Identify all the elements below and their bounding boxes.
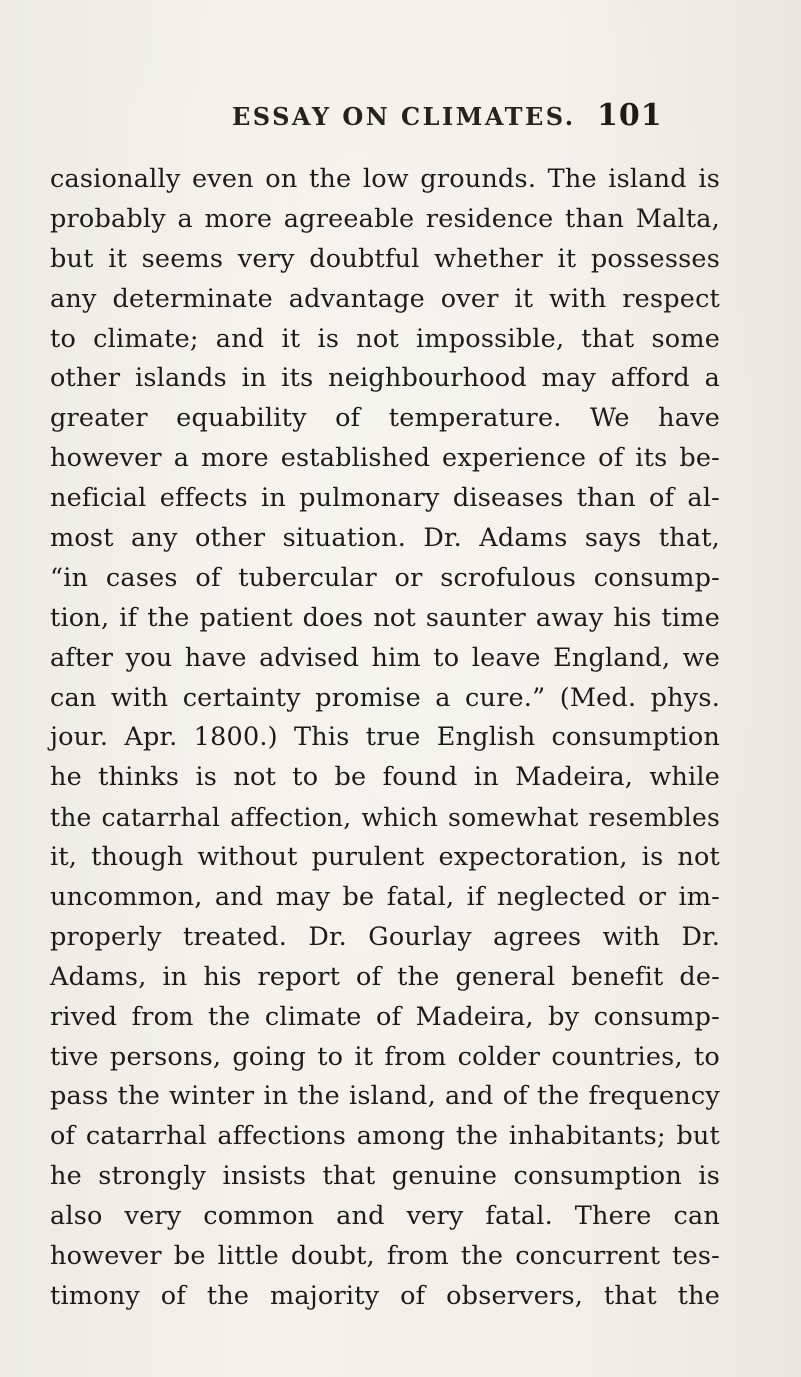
text-line: can with certainty promise a cure.” (Med. phys. — [50, 682, 720, 713]
text-line: of catarrhal affections among the inhabitants; but — [50, 1121, 720, 1152]
text-line: but it seems very doubtful whether it possesses — [50, 243, 720, 274]
text-line: “in cases of tubercular or scrofulous consump- — [50, 562, 720, 593]
body-text — [50, 160, 720, 1317]
text-line: most any other situation. Dr. Adams says that, — [50, 523, 720, 554]
text-line: however a more established experience of its be- — [50, 443, 720, 474]
text-line: uncommon, and may be fatal, if neglected or im- — [50, 882, 720, 913]
text-line: casionally even on the low grounds. The island is — [50, 164, 720, 194]
text-line: jour. Apr. 1800.) This true English consumption — [50, 722, 720, 753]
text-line: pass the winter in the island, and of the frequency — [50, 1081, 720, 1112]
running-title: ESSAY ON CLIMATES. — [232, 102, 576, 131]
text-line: properly treated. Dr. Gourlay agrees with Dr. — [50, 921, 720, 952]
text-line: tive persons, going to it from colder countries, to — [50, 1041, 720, 1072]
text-line-last: timony of the majority of observers, that the — [50, 1280, 720, 1311]
text-line: however be little doubt, from the concurrent tes- — [50, 1241, 720, 1272]
text-line: it, though without purulent expectoration, is not — [50, 842, 720, 873]
running-head — [0, 98, 801, 142]
text-line: greater equability of temperature. We have — [50, 403, 720, 434]
text-line: other islands in its neighbourhood may afford a — [50, 363, 720, 394]
page-number: 101 — [597, 98, 663, 133]
text-line: neficial effects in pulmonary diseases than of al- — [50, 483, 720, 514]
text-line: the catarrhal affection, which somewhat resembles — [50, 803, 720, 833]
text-line: probably a more agreeable residence than Malta, — [50, 203, 720, 234]
text-line: rived from the climate of Madeira, by consump- — [50, 1001, 720, 1032]
text-line: after you have advised him to leave England, we — [50, 642, 720, 673]
text-line: also very common and very fatal. There can — [50, 1201, 720, 1232]
text-line: he strongly insists that genuine consumption is — [50, 1161, 720, 1192]
text-line: any determinate advantage over it with respect — [50, 283, 720, 314]
text-line: to climate; and it is not impossible, that some — [50, 323, 720, 354]
text-line: Adams, in his report of the general benefit de- — [50, 961, 720, 992]
text-line: he thinks is not to be found in Madeira, while — [50, 762, 720, 793]
text-line: tion, if the patient does not saunter away his time — [50, 602, 720, 633]
